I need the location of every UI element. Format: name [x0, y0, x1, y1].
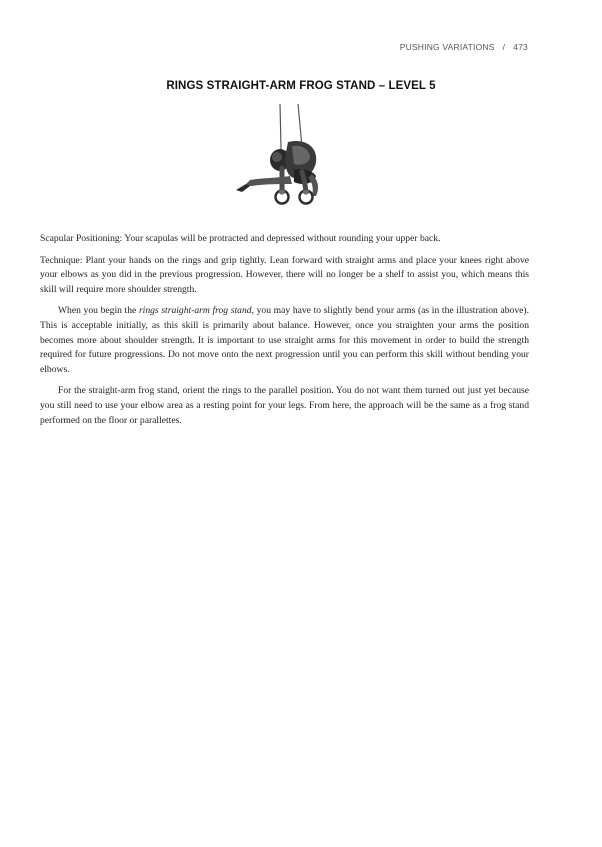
paragraph-technique: Technique: Plant your hands on the rings and grip tightly. Lean forward with straight arms and place your knees right above your elbows as you did in the previous progression. However, there will no longer be a shelf to assist you, which means this skill will require more shoulder strength. [40, 254, 529, 295]
paragraph-beginning-rest: , you may have to slightly bend your arms (as in the illustration above). This is acceptable initially, as this skill is primarily about balance. However, once you straighten your arms the position becomes more about shoulder strength. It is important to use straight arms for this movement in order to build the strength required for future progressions. Do not move onto the next progression until you can perform this skill without bending your elbows. [40, 305, 529, 375]
running-head-section: PUSHING VARIATIONS [399, 42, 495, 52]
body-text [40, 232, 529, 435]
page-number: 473 [513, 42, 528, 52]
athlete-on-rings-image [232, 104, 342, 222]
paragraph-scapular-positioning: Scapular Positioning: Your scapulas will be protracted and depressed without rounding your upper back. [40, 233, 441, 244]
page-title: RINGS STRAIGHT-ARM FROG STAND – LEVEL 5 [166, 80, 436, 92]
paragraph-beginning-start: When you begin the [58, 305, 139, 317]
paragraph-ring-orientation: For the straight-arm frog stand, orient the rings to the parallel position. You do not want them turned out just yet because you still need to use your elbow area as a resting point for your legs. From here, the approach will be the same as a frog stand performed on the floor or parallettes. [40, 385, 529, 426]
skill-name-emphasis: rings straight-arm frog stand [138, 305, 252, 317]
running-head-separator: / [502, 42, 506, 52]
paragraph-beginning [40, 304, 529, 377]
frog-stand-illustration [232, 104, 342, 222]
running-head [400, 42, 528, 52]
